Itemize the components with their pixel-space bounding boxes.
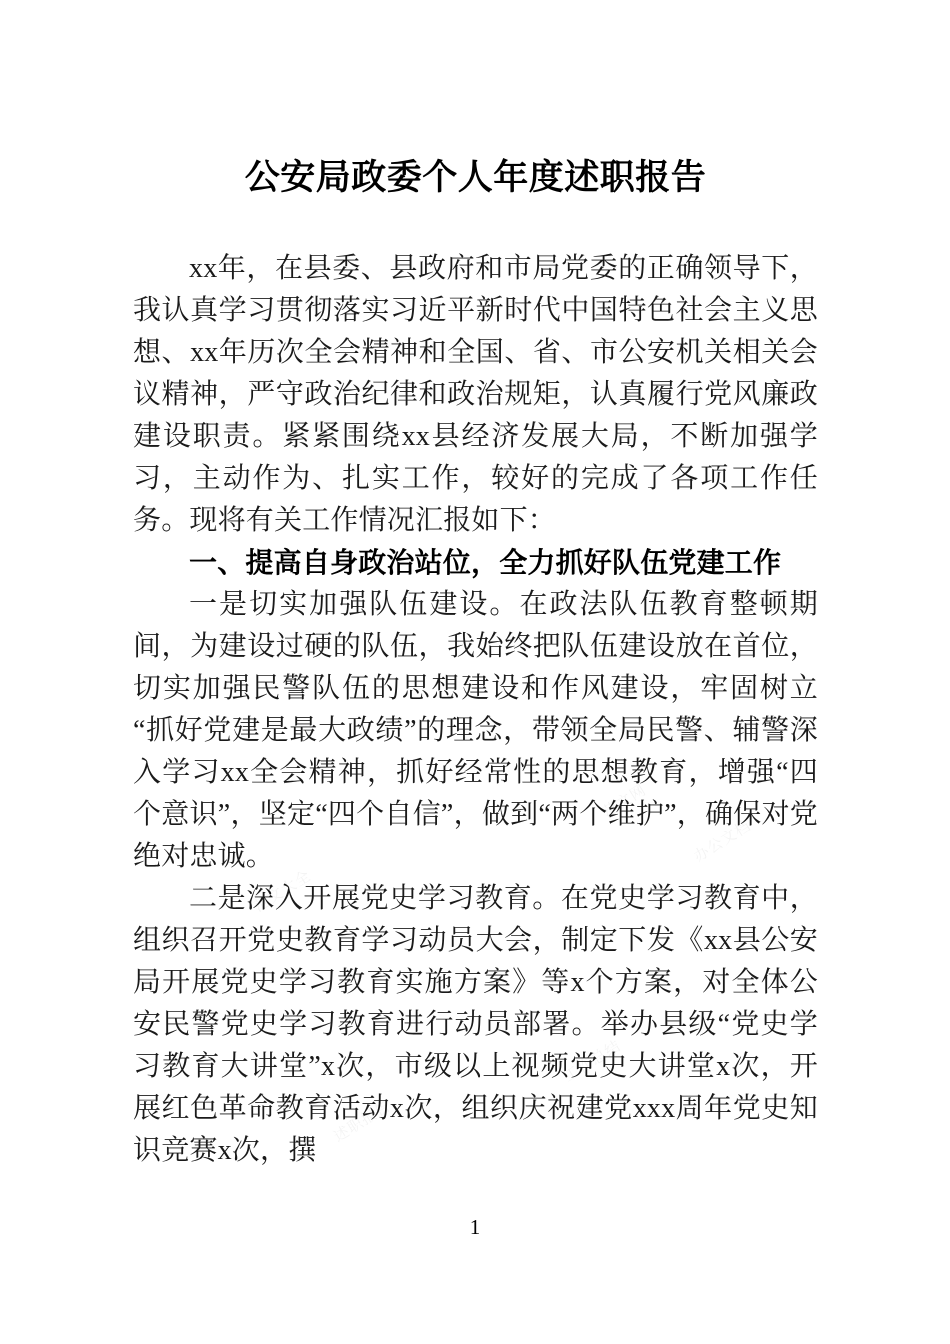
page-number: 1	[469, 1215, 481, 1239]
paragraph-point-2: 二是深入开展党史学习教育。在党史学习教育中，组织召开党史教育学习动员大会，制定下发《xx县公安局开展党史学习教育实施方案》等x个方案，对全体公安民警党史学习教育进行动员部署。举办县级“党史学习教育大讲堂”x次，市级以上视频党史大讲堂x次，开展红色革命教育活动x次，组织庆祝建党xxx周年党史知识竞赛x次，撰	[133, 882, 818, 1166]
document-title: 公安局政委个人年度述职报告	[244, 157, 707, 198]
section-heading-1: 一、提高自身政治站位，全力抓好队伍党建工作	[189, 546, 782, 578]
paragraph-intro: xx年，在县委、县政府和市局党委的正确领导下，我认真学习贯彻落实习近平新时代中国特色社会主义思想、xx年历次全会精神和全国、省、市公安机关相关会议精神，严守政治纪律和政治规矩，认真履行党风廉政建设职责。紧紧围绕xx县经济发展大局，不断加强学习，主动作为、扎实工作，较好的完成了各项工作任务。现将有关工作情况汇报如下：	[133, 252, 818, 536]
paragraph-point-1: 一是切实加强队伍建设。在政法队伍教育整顿期间，为建设过硬的队伍，我始终把队伍建设放在首位，切实加强民警队伍的思想建设和作风建设，牢固树立“抓好党建是最大政绩”的理念，带领全局民警、辅警深入学习xx全会精神，抓好经常性的思想教育，增强“四个意识”，坚定“四个自信”，做到“两个维护”，确保对党绝对忠诚。	[133, 588, 818, 872]
